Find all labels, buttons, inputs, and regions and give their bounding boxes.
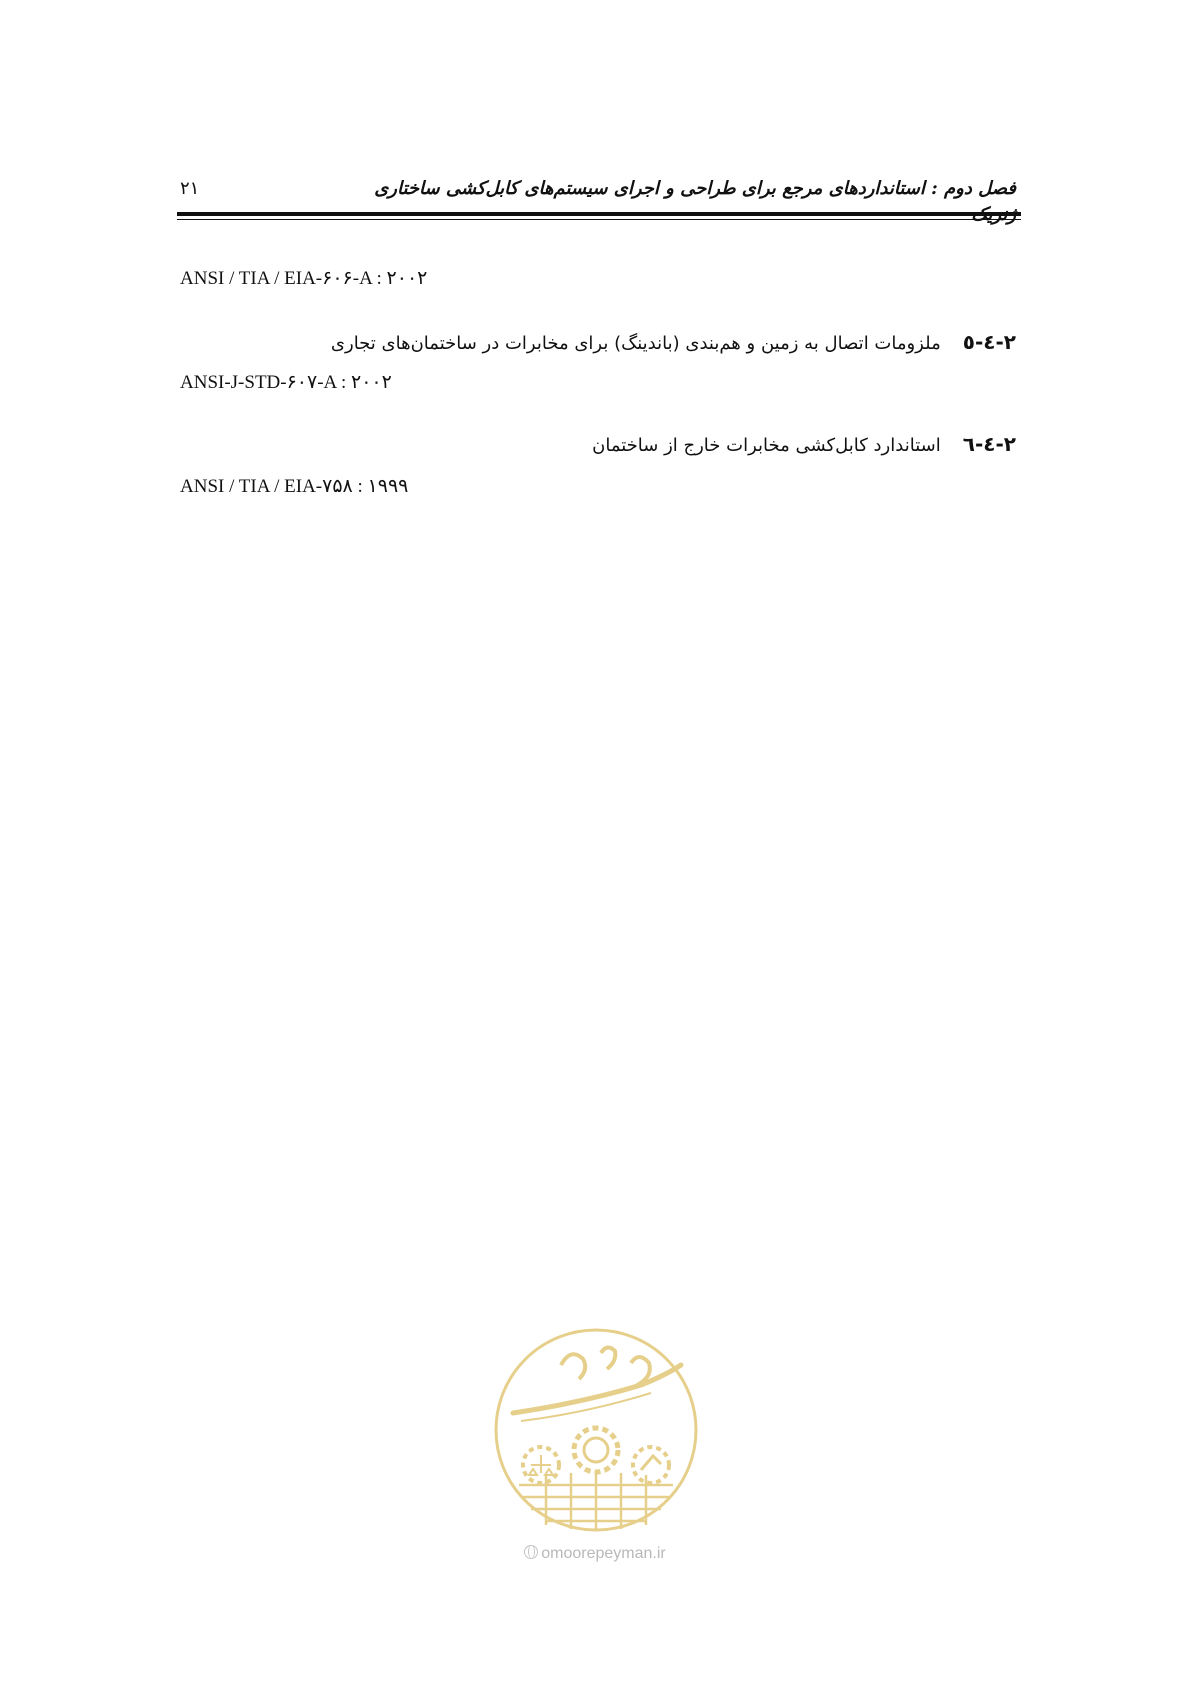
section-number: ۲-٤-٥	[962, 330, 1016, 354]
globe-icon	[524, 1545, 538, 1559]
section-title: ملزومات اتصال به زمین و هم‌بندی (باندینگ) برای مخابرات در ساختمان‌های تجاری	[330, 333, 941, 354]
watermark-logo	[491, 1325, 701, 1535]
section-number: ۲-٤-٦	[962, 432, 1016, 456]
chapter-title: فصل دوم : استانداردهای مرجع برای طراحی و اجرای سیستم‌های کابل‌کشی ساختاری	[374, 178, 1016, 199]
watermark-url-text: omoorepeyman.ir	[541, 1545, 666, 1562]
section-heading	[166, 329, 1016, 357]
standard-code: ANSI / TIA / EIA-۷۵۸ : ۱۹۹۹	[180, 476, 409, 497]
header-rule-thick	[177, 212, 1021, 216]
page-number: ۲۱	[180, 178, 200, 199]
section-title: استاندارد کابل‌کشی مخابرات خارج از ساختمان	[592, 435, 941, 456]
standard-code: ANSI / TIA / EIA-۶۰۶-A : ۲۰۰۲	[180, 268, 428, 289]
standard-code: ANSI-J-STD-۶۰۷-A : ۲۰۰۲	[180, 372, 392, 393]
header-rule-thin	[177, 219, 1021, 220]
section-heading	[166, 431, 1016, 459]
watermark-url	[480, 1545, 710, 1563]
